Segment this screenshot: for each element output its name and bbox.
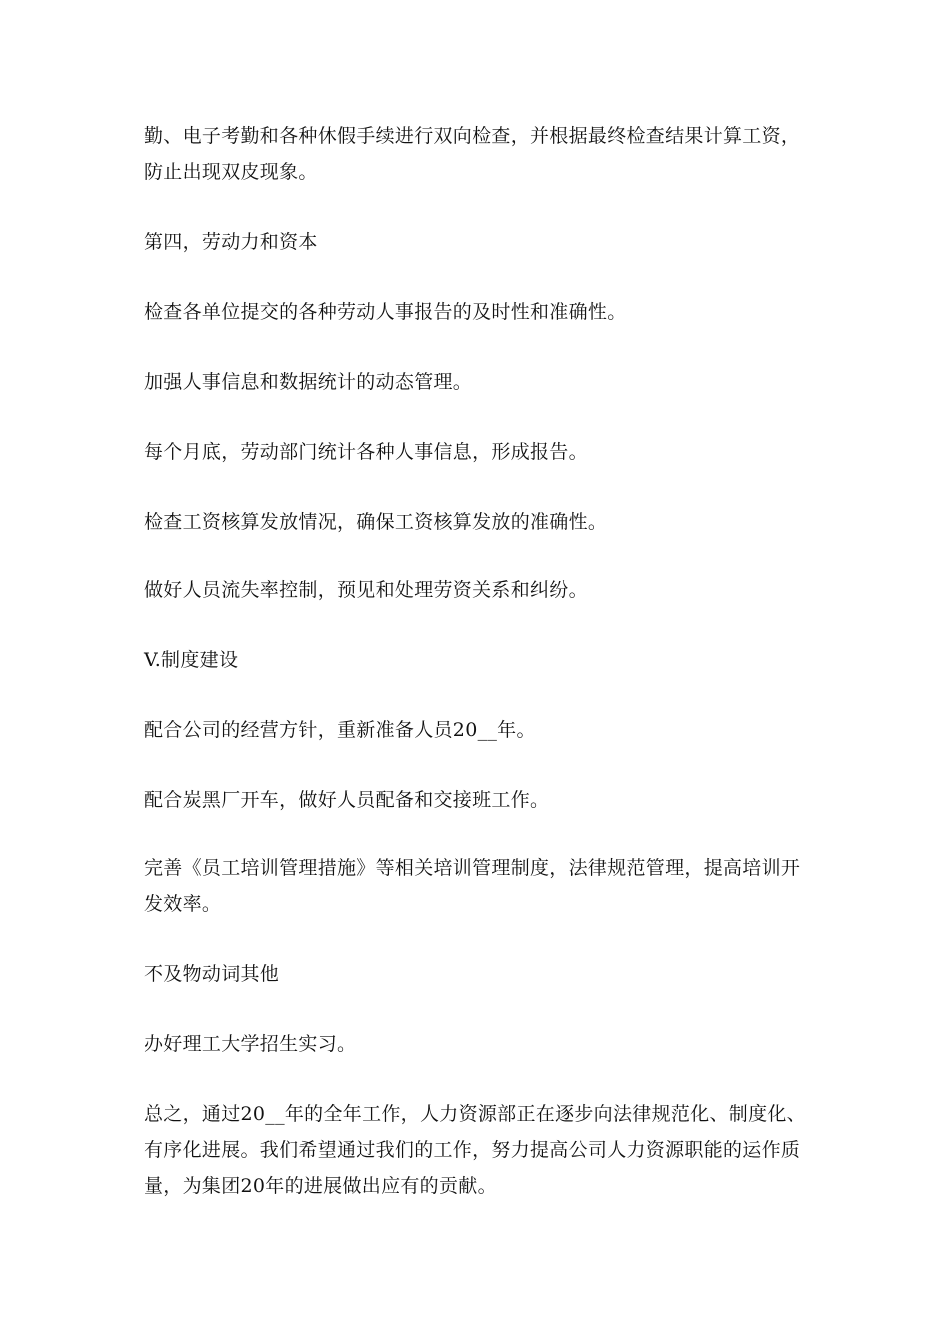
paragraph-info-management: 加强人事信息和数据统计的动态管理。 — [144, 371, 473, 393]
section-heading-system-building: V.制度建设 — [144, 649, 239, 671]
paragraph-conclusion: 总之，通过20__年的全年工作，人力资源部正在逐步向法律规范化、制度化、有序化进展。我们希望通过我们的工作，努力提高公司人力资源职能的运作质量，为集团20年的进展做出应有的贡献。 — [144, 1103, 806, 1197]
paragraph-monthly-report: 每个月底，劳动部门统计各种人事信息，形成报告。 — [144, 441, 588, 463]
paragraph-internship: 办好理工大学招生实习。 — [144, 1033, 357, 1055]
paragraph-staffing-plan: 配合公司的经营方针，重新准备人员20__年。 — [144, 719, 536, 741]
paragraph-turnover-control: 做好人员流失率控制，预见和处理劳资关系和纠纷。 — [144, 579, 588, 601]
section-heading-other: 不及物动词其他 — [144, 963, 280, 985]
paragraph-carbon-black-plant: 配合炭黑厂开车，做好人员配备和交接班工作。 — [144, 789, 550, 811]
paragraph-report-check: 检查各单位提交的各种劳动人事报告的及时性和准确性。 — [144, 301, 627, 323]
paragraph-attendance-check: 勤、电子考勤和各种休假手续进行双向检查，并根据最终检查结果计算工资，防止出现双皮现象。 — [144, 125, 801, 183]
paragraph-training-system: 完善《员工培训管理措施》等相关培训管理制度，法律规范管理，提高培训开发效率。 — [144, 857, 801, 915]
paragraph-payroll-check: 检查工资核算发放情况，确保工资核算发放的准确性。 — [144, 511, 608, 533]
section-heading-labor-capital: 第四，劳动力和资本 — [144, 231, 318, 253]
